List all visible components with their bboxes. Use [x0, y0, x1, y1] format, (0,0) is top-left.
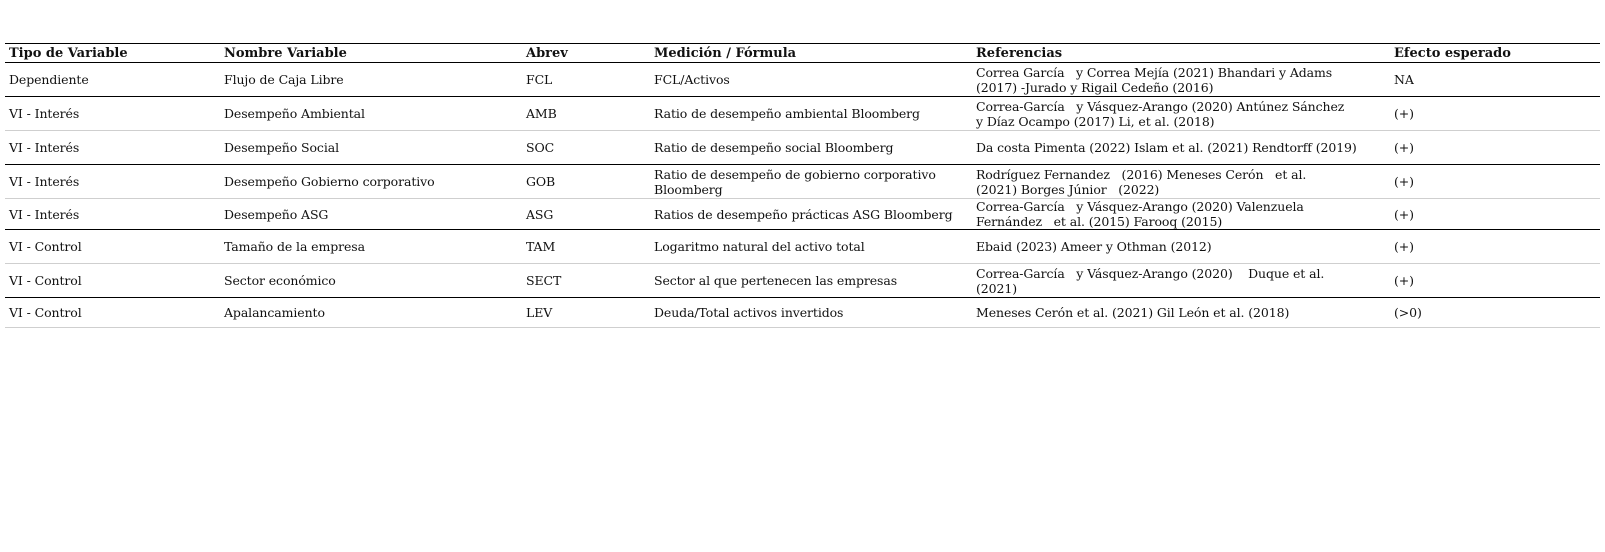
cell-nombre: Desempeño Social: [220, 131, 522, 165]
table-row: [5, 131, 1600, 165]
cell-abrev: SECT: [522, 264, 650, 298]
cell-nombre: Sector económico: [220, 264, 522, 298]
cell-referencias-line: (2021) Borges Júnior (2022): [976, 181, 1160, 197]
cell-referencias-line: Rodríguez Fernandez (2016) Meneses Cerón et al.: [976, 166, 1307, 182]
cell-medicion: [650, 230, 972, 264]
cell-medicion-line: Ratio de desempeño social Bloomberg: [654, 140, 894, 155]
cell-tipo: Dependiente: [5, 63, 220, 97]
cell-medicion-line: Bloomberg: [654, 181, 723, 197]
cell-referencias-line: Meneses Cerón et al. (2021) Gil León et al. (2018): [976, 305, 1290, 320]
cell-referencias: [972, 199, 1390, 230]
cell-tipo: VI - Interés: [5, 165, 220, 199]
cell-referencias-line: Correa-García y Vásquez-Arango (2020) Antúnez Sánchez: [976, 98, 1345, 114]
table-row: [5, 264, 1600, 298]
cell-abrev: ASG: [522, 199, 650, 230]
cell-efecto: (+): [1390, 230, 1600, 264]
cell-referencias: [972, 165, 1390, 199]
cell-referencias-line: Da costa Pimenta (2022) Islam et al. (2021) Rendtorff (2019): [976, 140, 1357, 155]
cell-tipo: VI - Interés: [5, 97, 220, 131]
header-medicion: Medición / Fórmula: [650, 44, 972, 63]
variables-table-container: [5, 43, 1600, 328]
cell-referencias-line: (2017) -Jurado y Rigail Cedeño (2016): [976, 79, 1214, 95]
cell-referencias: [972, 298, 1390, 328]
cell-referencias-line: Correa-García y Vásquez-Arango (2020) Valenzuela: [976, 199, 1304, 214]
header-efecto: Efecto esperado: [1390, 44, 1600, 63]
cell-nombre: Tamaño de la empresa: [220, 230, 522, 264]
table-row: [5, 298, 1600, 328]
table-row: [5, 230, 1600, 264]
cell-referencias: [972, 230, 1390, 264]
cell-efecto: (+): [1390, 97, 1600, 131]
cell-efecto: (+): [1390, 131, 1600, 165]
table-row: [5, 63, 1600, 97]
cell-efecto: NA: [1390, 63, 1600, 97]
cell-referencias-line: Correa-García y Vásquez-Arango (2020) Duque et al.: [976, 265, 1325, 281]
cell-abrev: SOC: [522, 131, 650, 165]
cell-medicion: [650, 131, 972, 165]
cell-referencias-line: Fernández et al. (2015) Farooq (2015): [976, 214, 1223, 229]
cell-abrev: GOB: [522, 165, 650, 199]
cell-medicion-line: Sector al que pertenecen las empresas: [654, 273, 898, 288]
cell-abrev: FCL: [522, 63, 650, 97]
cell-referencias-line: Correa García y Correa Mejía (2021) Bhandari y Adams: [976, 64, 1333, 80]
cell-referencias-line: (2021): [976, 280, 1017, 296]
cell-nombre: Apalancamiento: [220, 298, 522, 328]
cell-abrev: LEV: [522, 298, 650, 328]
cell-tipo: VI - Interés: [5, 131, 220, 165]
cell-nombre: Desempeño Ambiental: [220, 97, 522, 131]
cell-referencias-line: y Díaz Ocampo (2017) Li, et al. (2018): [976, 113, 1215, 129]
cell-medicion-line: Ratio de desempeño de gobierno corporativo: [654, 166, 936, 182]
cell-efecto: (+): [1390, 165, 1600, 199]
cell-abrev: AMB: [522, 97, 650, 131]
cell-tipo: VI - Control: [5, 298, 220, 328]
cell-referencias: [972, 264, 1390, 298]
cell-medicion-line: Ratio de desempeño ambiental Bloomberg: [654, 106, 920, 121]
cell-medicion: [650, 298, 972, 328]
cell-referencias: [972, 97, 1390, 131]
cell-medicion-line: Ratios de desempeño prácticas ASG Bloomberg: [654, 206, 953, 222]
table-row: [5, 199, 1600, 230]
cell-medicion: [650, 264, 972, 298]
cell-efecto: (+): [1390, 264, 1600, 298]
cell-referencias-line: Ebaid (2023) Ameer y Othman (2012): [976, 239, 1212, 254]
header-nombre: Nombre Variable: [220, 44, 522, 63]
cell-medicion: [650, 63, 972, 97]
cell-referencias: [972, 131, 1390, 165]
cell-medicion-line: Deuda/Total activos invertidos: [654, 305, 844, 320]
cell-medicion: [650, 97, 972, 131]
table-row: [5, 165, 1600, 199]
cell-nombre: Flujo de Caja Libre: [220, 63, 522, 97]
table-header-row: [5, 44, 1600, 63]
header-abrev: Abrev: [522, 44, 650, 63]
variables-table: [5, 43, 1600, 328]
cell-abrev: TAM: [522, 230, 650, 264]
cell-nombre: Desempeño Gobierno corporativo: [220, 165, 522, 199]
cell-tipo: VI - Control: [5, 264, 220, 298]
cell-referencias: [972, 63, 1390, 97]
cell-medicion-line: FCL/Activos: [654, 72, 730, 87]
cell-tipo: VI - Interés: [5, 199, 220, 230]
table-body: [5, 63, 1600, 328]
cell-nombre: Desempeño ASG: [220, 199, 522, 230]
cell-efecto: (>0): [1390, 298, 1600, 328]
table-row: [5, 97, 1600, 131]
cell-medicion-line: Logaritmo natural del activo total: [654, 239, 865, 254]
cell-efecto: (+): [1390, 199, 1600, 230]
header-referencias: Referencias: [972, 44, 1390, 63]
header-tipo: Tipo de Variable: [5, 44, 220, 63]
cell-medicion: [650, 165, 972, 199]
cell-medicion: [650, 199, 972, 230]
cell-tipo: VI - Control: [5, 230, 220, 264]
